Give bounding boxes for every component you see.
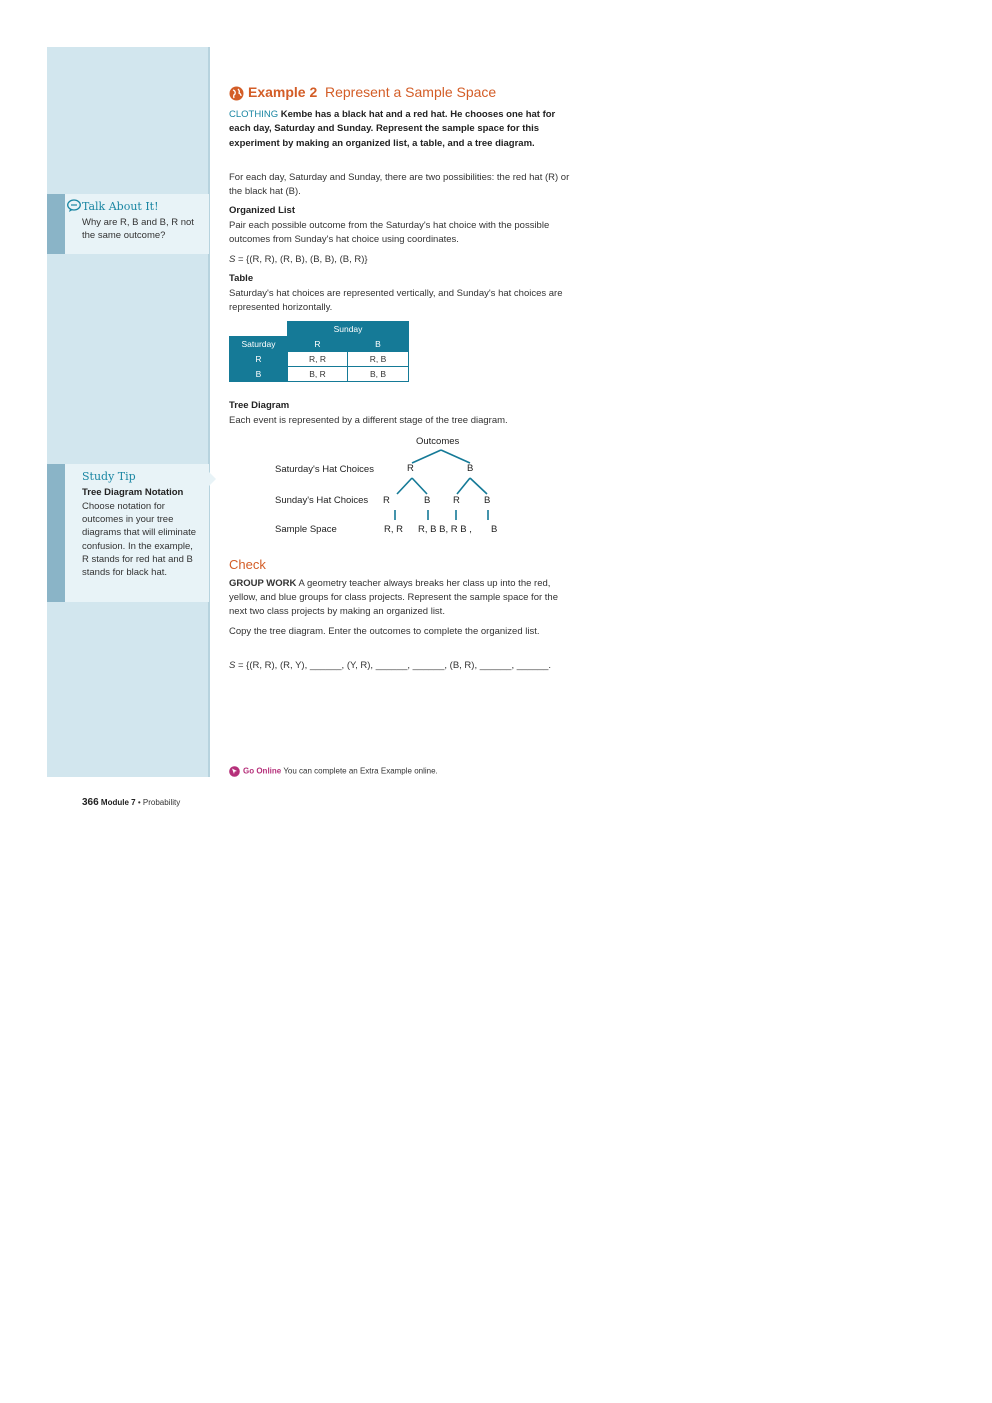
table-col-b: B [348, 337, 409, 352]
tree-node-sun-b2: B [484, 495, 491, 506]
check-instructions: Copy the tree diagram. Enter the outcomes to complete the organized list. [229, 626, 540, 637]
tree-node-sat-b: B [467, 463, 474, 474]
organized-list-text: Pair each possible outcome from the Saturday's hat choice with the possible outcomes from Sunday's hat choice using coordinates. [229, 220, 550, 245]
check-heading: Check [229, 557, 266, 572]
talk-about-it-box [47, 194, 209, 254]
cursor-icon [229, 766, 240, 777]
tree-node-sat-r: R [407, 463, 414, 474]
tree-outcomes-label: Outcomes [416, 436, 460, 447]
check-problem [229, 577, 574, 619]
example-intro-text: Kembe has a black hat and a red hat. He chooses one hat for each day, Saturday and Sunday. Represent the sample space for this experiment by making an organized list, a table, and a tree diagram. [229, 109, 556, 149]
set-values: = {(R, R), (R, B), (B, B), (B, R)} [235, 254, 368, 265]
talk-accent-bar [47, 194, 65, 254]
tree-diagram-heading: Tree Diagram [229, 400, 290, 411]
module-label: Module 7 [100, 798, 136, 807]
tree-row-saturday: Saturday's Hat Choices [275, 464, 374, 475]
example-title: Represent a Sample Space [325, 84, 497, 100]
check-text: A geometry teacher always breaks her class up into the red, yellow, and blue groups for class projects. Represent the sample space for the next two class projects by making an organized list. [229, 578, 558, 617]
page-footer [82, 797, 180, 808]
sidebar-divider [208, 47, 210, 777]
tree-row-sunday: Sunday's Hat Choices [275, 495, 369, 506]
tree-row-sample-space: Sample Space [275, 524, 337, 535]
speech-bubble-icon [67, 199, 81, 213]
table-row-label: R [230, 352, 288, 367]
branch-line [397, 478, 412, 494]
table-cell: B, R [288, 367, 348, 382]
tree-space-3: B [491, 524, 498, 535]
tree-node-sun-r1: R [383, 495, 390, 506]
check-set [229, 659, 574, 673]
globe-icon [229, 86, 244, 101]
study-tip-box [47, 464, 209, 602]
go-online-note [229, 766, 438, 777]
hat-table [229, 321, 409, 382]
study-accent-bar [47, 464, 65, 602]
talk-about-it-text: Why are R, B and B, R not the same outcome? [82, 217, 194, 241]
example-number: Example 2 [248, 84, 318, 100]
sample-space-set [229, 253, 574, 267]
study-tip-heading: Tree Diagram Notation [82, 487, 184, 498]
paragraph-possibilities: For each day, Saturday and Sunday, there are two possibilities: the red hat (R) or the black hat (B). [229, 172, 570, 197]
tree-diagram [229, 435, 579, 545]
organized-list-heading: Organized List [229, 205, 295, 216]
sidebar-panel [47, 47, 210, 777]
footer-bullet: • [137, 798, 141, 807]
table-cell: R, B [348, 352, 409, 367]
tree-space-1: R, R [384, 524, 403, 535]
check-tag: GROUP WORK [229, 578, 297, 589]
table-cell: R, R [288, 352, 348, 367]
table-row-label: B [230, 367, 288, 382]
study-tip-text: Choose notation for outcomes in your tree diagrams that will eliminate confusion. In the example, R stands for red hat and B stands for black hat. [82, 501, 197, 579]
study-tip-title: Study Tip [82, 470, 136, 483]
page-number: 366 [82, 797, 99, 808]
tree-node-sun-b1: B [424, 495, 431, 506]
table-heading: Table [229, 273, 254, 284]
go-online-text: You can complete an Extra Example online. [283, 766, 438, 776]
go-online-link[interactable]: Go Online [243, 766, 282, 776]
example-intro [229, 108, 569, 151]
topic-label: Probability [142, 798, 181, 807]
talk-about-it-title: Talk About It! [82, 200, 159, 213]
check-set-variable: S [229, 660, 236, 671]
table-text: Saturday's hat choices are represented vertically, and Sunday's hat choices are represented horizontally. [229, 288, 563, 313]
table-cell: B, B [348, 367, 409, 382]
branch-line [412, 478, 427, 494]
tree-node-sun-r2: R [453, 495, 460, 506]
example-tag: CLOTHING [229, 109, 279, 120]
table-col-r: R [288, 337, 348, 352]
set-variable: S [229, 254, 236, 265]
study-tip-pointer [208, 471, 216, 487]
branch-line [441, 450, 470, 463]
table-header-sunday: Sunday [288, 322, 409, 337]
tree-diagram-text: Each event is represented by a different stage of the tree diagram. [229, 415, 508, 426]
check-set-values: = {(R, R), (R, Y), ______, (Y, R), ______, ______, (B, R), ______, ______. [235, 660, 552, 671]
branch-line [470, 478, 487, 494]
branch-line [457, 478, 470, 494]
table-header-saturday: Saturday [230, 337, 288, 352]
tree-space-2: R, B B, R B , [418, 524, 472, 535]
branch-line [412, 450, 441, 463]
